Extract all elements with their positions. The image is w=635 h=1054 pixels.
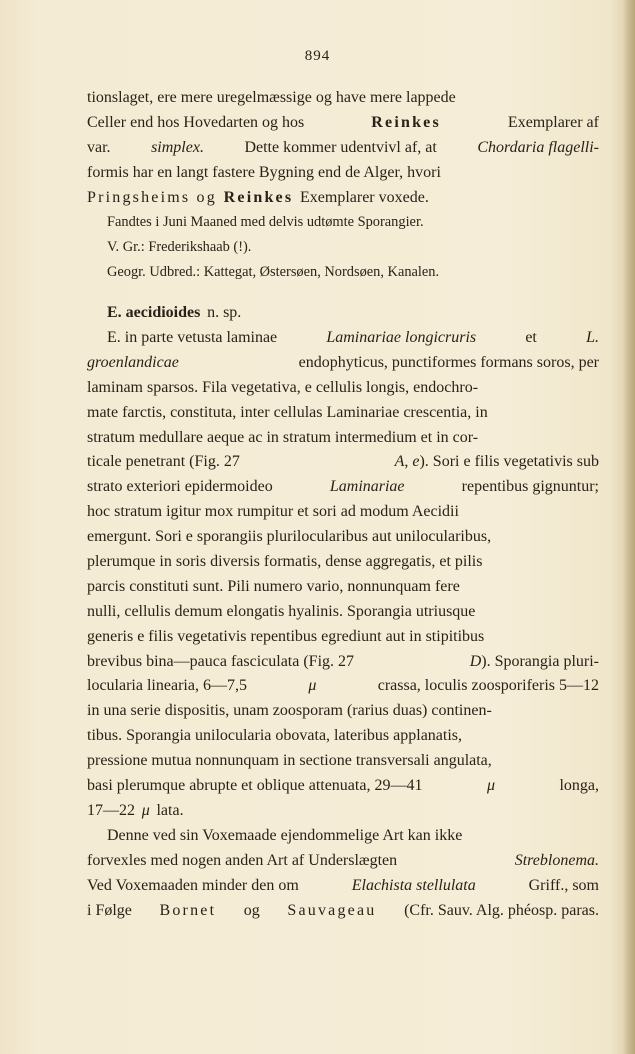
line-text: nulli, cellulis demum elongatis hyalinis. Sporangia utriusque <box>87 602 476 620</box>
text-line <box>87 500 599 525</box>
line-text: Denne ved sin Voxemaade ejendommelige Art kan ikke <box>107 826 463 844</box>
line-text: plerumque in soris diversis formatis, dense aggregatis, et pilis <box>87 553 483 571</box>
text-line <box>87 86 599 111</box>
line-text: Griff., som <box>528 876 599 894</box>
line-text: pressione mutua nonnunquam in sectione transversali angulata, <box>87 752 492 770</box>
line-text: Exemplarer af <box>507 113 599 131</box>
text-line <box>87 749 599 774</box>
line-text: 17—22 <box>87 801 135 819</box>
text-line <box>87 186 599 211</box>
line-text: crassa, loculis zoosporiferis 5—12 <box>377 677 599 695</box>
text-line <box>87 210 599 235</box>
distribution-note: Geogr. Udbred.: Kattegat, Østersøen, Nordsøen, Kanalen. <box>107 264 440 281</box>
line-text: tibus. Sporangia unilocularia obovata, lateribus applanatis, <box>87 727 463 745</box>
line-text: emergunt. Sori e sporangiis plurilocularibus aut unilocularibus, <box>87 528 492 546</box>
text-line <box>87 235 599 260</box>
intro-paragraph <box>87 86 599 210</box>
text-line <box>87 625 599 650</box>
line-text: lata. <box>156 801 184 819</box>
micron-symbol: μ <box>486 777 495 795</box>
text-line <box>87 699 599 724</box>
line-text: repentibus gignuntur; <box>461 478 599 496</box>
text-line <box>87 899 599 924</box>
line-text: longa, <box>559 777 599 795</box>
line-text: laminam sparsos. Fila vegetativa, e cellulis longis, endochro- <box>87 378 479 396</box>
text-line <box>87 136 599 161</box>
author-name: Reinkes <box>371 113 441 131</box>
line-text: strato exteriori epidermoideo <box>87 478 273 496</box>
text-line <box>87 161 599 186</box>
line-text: in una serie dispositis, unam zoosporam (rarius duas) continen- <box>87 702 492 720</box>
line-text: og <box>243 901 260 919</box>
author-name: Reinkes <box>223 188 294 206</box>
taxon-name: Elachista stellulata <box>351 876 476 894</box>
line-text: ). Sori e filis vegetativis sub <box>419 453 599 471</box>
line-text: Exemplarer voxede. <box>300 188 429 206</box>
line-text: i Følge <box>87 901 132 919</box>
line-text: endophyticus, punctiformes formans soros, per <box>298 353 599 371</box>
figure-ref: e <box>412 453 420 471</box>
taxon-name: L. <box>586 329 599 347</box>
text-line <box>87 401 599 426</box>
micron-symbol: μ <box>141 801 150 819</box>
text-line <box>87 724 599 749</box>
text-line <box>87 575 599 600</box>
collection-note: Fandtes i Juni Maaned med delvis udtømte Sporangier. <box>107 214 424 231</box>
figure-ref: D <box>469 652 482 670</box>
text-line <box>87 426 599 451</box>
line-text: tionslaget, ere mere uregelmæssige og have mere lappede <box>87 89 456 106</box>
figure-ref: A <box>394 453 405 471</box>
text-line <box>87 824 599 849</box>
line-text: Celler end hos Hovedarten og hos <box>87 113 305 131</box>
page-body <box>87 86 599 923</box>
text-line <box>87 650 599 675</box>
text-line <box>87 326 599 351</box>
text-line <box>87 874 599 899</box>
species-status: n. sp. <box>207 304 242 322</box>
page-number: 894 <box>304 48 331 64</box>
text-line <box>87 111 599 136</box>
line-text: basi plerumque abrupte et oblique attenuata, 29—41 <box>87 777 423 795</box>
text-line <box>87 351 599 376</box>
line-text: mate farctis, constituta, inter cellulas Laminariae crescentia, in <box>87 403 488 421</box>
text-line <box>87 550 599 575</box>
line-text: , <box>404 453 409 471</box>
species-heading <box>87 301 599 326</box>
locality-note: V. Gr.: Frederikshaab (!). <box>107 239 252 256</box>
line-text: brevibus bina—pauca fasciculata (Fig. 27 <box>87 652 355 670</box>
latin-description <box>87 326 599 824</box>
text-line <box>87 799 599 824</box>
taxon-name: Laminariae <box>329 478 405 496</box>
text-line <box>87 475 599 500</box>
text-line <box>87 774 599 799</box>
line-text: Dette kommer udentvivl af, at <box>244 138 437 156</box>
spacer <box>87 285 599 301</box>
line-text: forvexles med nogen anden Art af Underslægten <box>87 851 398 869</box>
line-text: hoc stratum igitur mox rumpitur et sori ad modum Aecidii <box>87 503 459 521</box>
line-text: ticale penetrant (Fig. 27 <box>87 453 240 471</box>
text-line <box>87 674 599 699</box>
line-text: generis e filis vegetativis repentibus egrediunt aut in stipitibus <box>87 627 485 645</box>
line-text: formis har en langt fastere Bygning end de Alger, hvori <box>87 163 441 181</box>
page-edge-shadow <box>623 0 635 1054</box>
localities-block <box>87 210 599 285</box>
taxon-name: simplex. <box>151 138 204 156</box>
taxon-name: Laminariae longicruris <box>326 329 477 347</box>
author-name: Sauvageau <box>287 901 377 919</box>
line-text: stratum medullare aeque ac in stratum intermedium et in cor- <box>87 428 479 446</box>
taxon-name: Chordaria flagelli- <box>477 138 599 156</box>
line-text: parcis constituti sunt. Pili numero vario, nonnunquam fere <box>87 577 460 595</box>
text-line <box>87 450 599 475</box>
closing-paragraph <box>87 824 599 924</box>
text-line <box>87 525 599 550</box>
author-name: Pringsheims og <box>87 188 217 206</box>
author-name: Bornet <box>159 901 217 919</box>
text-line <box>87 260 599 285</box>
line-text: locularia linearia, 6—7,5 <box>87 677 247 695</box>
text-line <box>87 600 599 625</box>
line-text: ). Sporangia pluri- <box>481 652 599 670</box>
text-line <box>87 849 599 874</box>
line-text: var. <box>87 138 111 156</box>
micron-symbol: μ <box>308 677 317 695</box>
taxon-name: Streblonema. <box>514 851 599 869</box>
line-text: E. in parte vetusta laminae <box>107 329 278 347</box>
species-name: E. aecidioides <box>107 304 201 322</box>
line-text: Ved Voxemaaden minder den om <box>87 876 299 894</box>
text-line <box>87 376 599 401</box>
line-text: (Cfr. Sauv. Alg. phéosp. paras. <box>404 901 599 919</box>
taxon-name: groenlandicae <box>87 353 179 371</box>
line-text: et <box>525 329 537 347</box>
